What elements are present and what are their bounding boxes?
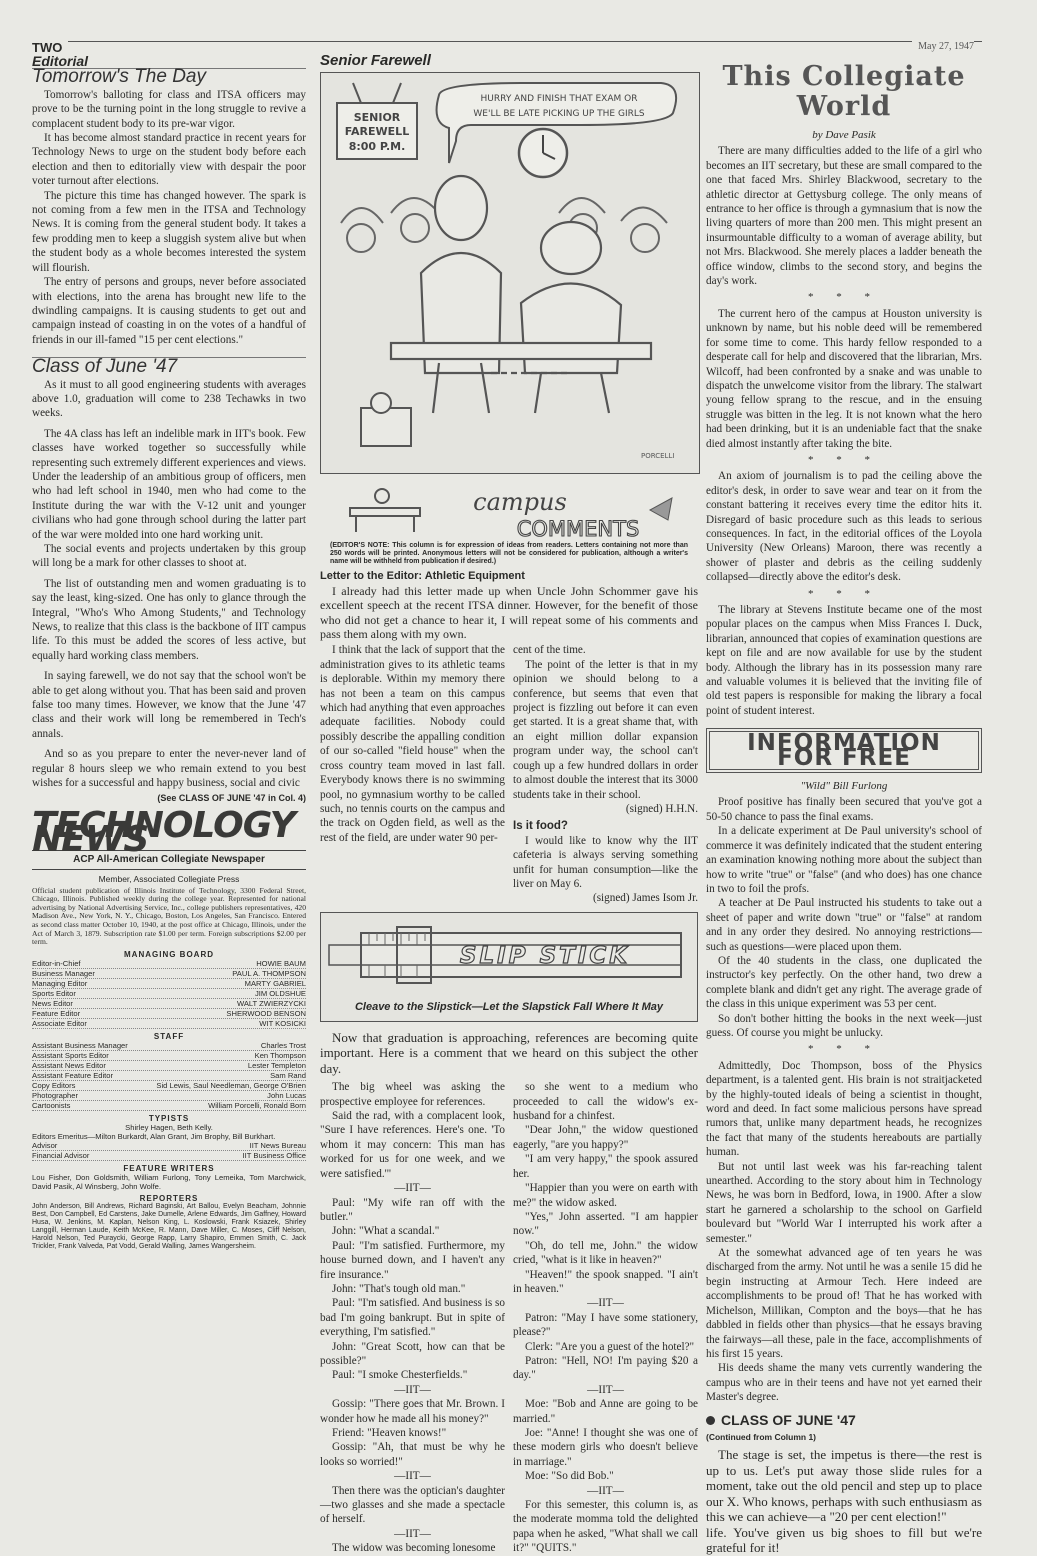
- iit-divider: —IIT—: [394, 1527, 431, 1540]
- info-p1: Proof positive has finally been secured that you've got a 50-50 chance to pass the final exams.: [706, 796, 982, 823]
- staff-role: Copy Editors: [32, 1080, 76, 1090]
- staff-role: Assistant Business Manager: [32, 1040, 128, 1050]
- divider-stars-1: * * *: [808, 291, 880, 304]
- managing-row: [32, 999, 306, 1009]
- iit-divider: —IIT—: [394, 1470, 431, 1483]
- staff-name: Charles Trost: [260, 1040, 306, 1050]
- issue-date: May 27, 1947: [912, 41, 974, 52]
- typists-title: TYPISTS: [148, 1113, 190, 1123]
- editors-note: (EDITOR'S NOTE: This column is for expression of ideas from readers. Letters containing not more than 250 words will be printed. Anonymous letters will not be considered for publication, although a writer's name will be withheld from publication if desired.): [330, 542, 688, 566]
- class-continued-sub: (Continued from Column 1): [706, 1431, 817, 1442]
- iit-divider: —IIT—: [587, 1383, 624, 1396]
- class-p5: In saying farewell, we do not say that the school won't be able to get along without you. That has been said and proven false too many times. However, we know that the June '47 class and their work will long be remembered in Tech's annals.: [32, 670, 306, 740]
- collegiate-p3: An axiom of journalism is to pad the ceiling above the editor's desk, in order to save wear and tear on it from the constant battering it receives every time the editor hits it. Disregard of basic procedure such as this leads to serious consequences. In fact, in the editorial offices of the Loyola University (New Orleans) Maroon, there was recently a shower of plaster and debris as the ceiling suddenly collapsed—directly above the editor's desk.: [706, 470, 982, 584]
- information-for-free-banner: [706, 728, 982, 773]
- staff-name: Sam Rand: [270, 1070, 306, 1080]
- staff-row: [32, 1061, 306, 1071]
- managing-name: PAUL A. THOMPSON: [232, 968, 306, 978]
- advisor-name: IIT News Bureau: [249, 1140, 306, 1150]
- managing-role: Editor-in-Chief: [32, 958, 81, 968]
- staff-name: William Porcelli, Ronald Born: [208, 1100, 306, 1110]
- gift-box: [361, 393, 411, 446]
- joke-paragraph: John: "That's tough old man.": [332, 1282, 466, 1295]
- senior-farewell-title: Senior Farewell: [320, 52, 431, 69]
- tomorrow-p2: It has become almost standard practice in recent years for Technology News to urge on the student body before each election and then to editorially view with despair the poor voter turnout after elections.: [32, 132, 306, 188]
- managing-row: [32, 1009, 306, 1019]
- iit-divider: —IIT—: [587, 1484, 624, 1497]
- collegiate-p2: The current hero of the campus at Houston university is unknown by name, but his noble deed will be remembered for some time to come. This hardy fellow responded to a desperate call for help and discovered that the librarian, Mrs. Wilcoff, had been confronted by a snake and was unable to dispatch the unwelcome visitor from the library. The stalwart young fellow sprang to the rescue, and in the ensuing struggle was bitten in the leg. It is not known what the hero had been drinking, but it is an undeniable fact that the snake died almost instantly after taking the bite.: [706, 307, 982, 450]
- iit-divider: —IIT—: [587, 1297, 624, 1310]
- typists: Shirley Hagen, Beth Kelly.: [125, 1122, 213, 1132]
- joke-paragraph: For this semester, this column is, as the moderate momma told the delighted papa when he asked, "What shall we call it?" "QUITS.": [513, 1499, 698, 1555]
- column-center: [320, 50, 698, 1556]
- sign-line-2: FAREWELL: [344, 125, 410, 139]
- joke-paragraph: The widow was becoming lonesome: [332, 1542, 496, 1555]
- divider-stars-3: * * *: [808, 587, 880, 600]
- joke-paragraph: John: "What a scandal.": [332, 1225, 440, 1238]
- joke-paragraph: "I am very happy," the spook assured her.: [513, 1153, 698, 1180]
- cartoon-drawing: [321, 73, 699, 473]
- desk-icon: [350, 489, 420, 532]
- managing-role: Associate Editor: [32, 1018, 87, 1028]
- pen-icon: [650, 498, 672, 520]
- letter-lead: I already had this letter made up when Uncle John Schommer gave his excellent speech at the recent ITSA dinner. However, for the benefit of those who did not get a chance to hear it, I will repeat some of his comments and pass them along with my own.: [320, 583, 698, 642]
- joke-paragraph: John: "Great Scott, how can that be possible?": [320, 1340, 505, 1367]
- official-notice: Official student publication of Illinois Institute of Technology, 3300 Federal Street, Chicago, Illinois. Published weekly during the college year. Represented for national advertising by National Advertising Service, Inc., college publishers representatives, 420 Madison Ave., New York, N. Y., Chicago, Boston, Los Angeles, San Francisco. Entered as second class matter October 10, 1940, at the post office at Chicago, Illinois, under the Act of March 3, 1879. Subscription rate $1.00 per term. Foreign subscriptions $2.00 per term.: [32, 885, 306, 947]
- advisor-role: Financial Advisor: [32, 1150, 90, 1160]
- joke-paragraph: Joe: "Anne! I thought she was one of these modern girls who doesn't believe in marriage.": [513, 1427, 698, 1468]
- tomorrow-headline: Tomorrow's The Day: [32, 66, 206, 88]
- managing-row: [32, 979, 306, 989]
- staff-role: Cartoonists: [32, 1100, 71, 1110]
- joke-paragraph: "Oh, do tell me, John." the widow cried, "what is it like in heaven?": [513, 1239, 698, 1267]
- managing-role: News Editor: [32, 998, 73, 1008]
- tomorrow-p4: The entry of persons and groups, never before associated with elections, into the arena has brought new life to the dwindling campaigns. It is causing students to get out and campaign instead of coasting in on the votes of a handful of friends in our ill-famed "15 per cent elections.": [32, 276, 306, 346]
- collegiate-byline: by Dave Pasik: [812, 129, 876, 141]
- signature-1: (signed) H.H.N.: [625, 802, 698, 815]
- slipstick-left-column: [320, 1080, 505, 1555]
- slipstick-banner: [320, 912, 698, 1022]
- info-title: INFORMATION FOR FREE: [747, 730, 941, 771]
- managing-role: Feature Editor: [32, 1008, 81, 1018]
- tomorrow-p1: Tomorrow's balloting for class and ITSA officers may prove to be the turning point in the long struggle to revive a complacent student body to its pre-war vigor.: [32, 88, 306, 130]
- joke-paragraph: so she went to a medium who proceeded to call the widow's ex-husband for a chinfest.: [513, 1081, 698, 1123]
- letter-head: Letter to the Editor: Athletic Equipment: [320, 570, 525, 583]
- managing-name: MARTY GABRIEL: [244, 978, 306, 988]
- joke-paragraph: Gossip: "There goes that Mr. Brown. I wonder how he made all his money?": [320, 1398, 505, 1425]
- slipstick-lead: Now that graduation is approaching, references are becoming quite important. Here is a comment that we heard on this subject the other day.: [320, 1029, 698, 1076]
- editorial-label: Editorial: [32, 54, 306, 69]
- class-continued-head: [706, 1413, 982, 1427]
- joke-paragraph: Moe: "Bob and Anne are going to be married.": [513, 1398, 698, 1425]
- staff-title: STAFF: [153, 1031, 185, 1041]
- joke-paragraph: Paul: "I smoke Chesterfields.": [332, 1369, 468, 1382]
- managing-name: WIT KOSICKI: [259, 1018, 306, 1028]
- cartoon-artist: PORCELLI: [641, 452, 675, 461]
- managing-role: Sports Editor: [32, 988, 76, 998]
- staff-row: [32, 1051, 306, 1061]
- class-p1: As it must to all good engineering students with averages above 1.0, graduation will come to 238 Techawks in two weeks.: [32, 378, 306, 420]
- joke-paragraph: "Heaven!" the spook snapped. "I ain't in heaven.": [513, 1268, 698, 1295]
- masthead: [32, 804, 306, 1251]
- managing-name: HOWIE BAUM: [256, 958, 306, 968]
- staff-role: Assistant Feature Editor: [32, 1070, 114, 1080]
- info-p7: But not until last week was his far-reaching talent unearthed. According to the story about him in Technology News, he was born in Bedford, Iowa, in 1900. After a slow start he garnered a scholarship to the school on Garfield boulevard but "World War I interrupted his work after a semester.": [706, 1160, 982, 1245]
- info-p9: His deeds shame the many vets currently wandering the campus who are in their teens and have not yet earned their Master's degree.: [706, 1362, 982, 1404]
- managing-row: [32, 959, 306, 969]
- staff-row: [32, 1071, 306, 1081]
- joke-paragraph: Then there was the optician's daughter—two glasses and she made a spectacle of herself.: [320, 1484, 505, 1526]
- collegiate-p1: There are many difficulties added to the life of a girl who becomes an IIT secretary, but these are small compared to the one that faced Mrs. Shirley Blackwood, secretary to the athletic director at Gettysburg college. The only means of entrance to her office is through a gymnasium that is now the living quarters of more than 200 men. This might present an insurmountable difficulty to a woman of average ability, but not Mrs. Blackwood. She merely places a ladder beneath the office window, climbs to the second story, and begins the day's work.: [706, 145, 982, 288]
- campus-word: campus: [473, 488, 567, 517]
- joke-paragraph: Clerk: "Are you a guest of the hotel?": [525, 1340, 695, 1353]
- joke-paragraph: The big wheel was asking the prospective employee for references.: [320, 1081, 505, 1108]
- staff-name: Ken Thompson: [254, 1050, 306, 1060]
- page-label: TWO: [32, 40, 68, 55]
- advisor-name: IIT Business Office: [242, 1150, 306, 1160]
- class-headline: Class of June '47: [32, 357, 306, 374]
- class-cont-p1: The stage is set, the impetus is there—the rest is up to us. Let's put away those slide rules for a moment, take out the old pencil and step up to place our X. Who knows, perhaps with such enthusiasm as this we can achieve—a "20 per cent election!": [706, 1447, 982, 1525]
- class-cont-p2: life. You've given us big shoes to fill but we're grateful for it!: [706, 1524, 982, 1556]
- feature-writers: Lou Fisher, Don Goldsmith, William Furlong, Tony Lemeika, Tom Marchwick, David Pasik, Al Winsberg, John Wolfe.: [32, 1172, 306, 1191]
- info-p2: In a delicate experiment at De Paul university's school of commerce it was definitely indicated that the student entering an examination knowing nothing more about the subject than how to write "true" or "false" (and who does) has one chance in two to foil the profs.: [706, 825, 982, 895]
- managing-role: Managing Editor: [32, 978, 88, 988]
- bullet-icon: [706, 1416, 715, 1425]
- advisor-list: [32, 1141, 306, 1161]
- staff-row: [32, 1091, 306, 1101]
- member-line: Member, Associated Collegiate Press: [98, 874, 240, 885]
- comments-word: COMMENTS: [516, 517, 640, 542]
- iit-divider: —IIT—: [394, 1383, 431, 1396]
- editors-emeritus: Editors Emeritus—Milton Burkardt, Alan Grant, Jim Brophy, Bill Burkhart.: [32, 1131, 276, 1141]
- managing-board-list: [32, 959, 306, 1029]
- joke-paragraph: Gossip: "Ah, that must be why he looks so worried!": [320, 1441, 505, 1468]
- managing-name: JIM OLDSHUE: [254, 988, 306, 998]
- slipstick-right-column: [513, 1080, 698, 1555]
- joke-paragraph: Friend: "Heaven knows!": [332, 1427, 447, 1439]
- reporters-title: REPORTERS: [139, 1193, 199, 1203]
- joke-paragraph: Paul: "My wife ran off with the butler.": [320, 1196, 505, 1223]
- senior-farewell-cartoon: [320, 72, 700, 474]
- joke-paragraph: Patron: "Hell, NO! I'm paying $20 a day.": [513, 1354, 698, 1382]
- info-p5: So don't bother hitting the books in the next week—just guess. Of course you might be unlucky.: [706, 1012, 982, 1039]
- collegiate-world-title: This Collegiate World: [722, 61, 966, 122]
- food-text: I would like to know why the IIT cafeteria is always serving something unfit for human consumption—like the liver on May 6.: [513, 834, 698, 890]
- letter-p4: The point of the letter is that in my opinion we should belong to a conference, but seems that even that project is fizzling out before it can even get started. It is a great shame that, with an eight million dollar expansion program under way, the school can't cough up a few hundred dollars in order to almost double the interest that its 3000 students take in their school.: [513, 658, 698, 801]
- joke-paragraph: "Happier than you were on earth with me?" the widow asked.: [513, 1182, 698, 1209]
- staff-row: [32, 1041, 306, 1051]
- collegiate-p4: The library at Stevens Institute became one of the most popular places on the campus when Miss Frances I. Duck, librarian, announced that copies of examination questions are kept on file and are now available for use by the student body. Although the library has in its possession many rare and valuable volumes it is believed that the inviting file of old test papers is responsible for making the library a focal point of student interest.: [706, 604, 982, 717]
- info-byline: "Wild" Bill Furlong: [800, 780, 888, 793]
- food-head: Is it food?: [513, 820, 568, 833]
- staff-role: Photographer: [32, 1090, 79, 1100]
- speech-line-1: HURRY AND FINISH THAT EXAM OR: [480, 94, 638, 105]
- managing-name: SHERWOOD BENSON: [226, 1008, 306, 1018]
- feature-title: FEATURE WRITERS: [123, 1163, 215, 1173]
- advisor-row: [32, 1141, 306, 1151]
- campus-comments-logo: [320, 480, 698, 542]
- class-continued: (See CLASS OF JUNE '47 in Col. 4): [157, 792, 306, 803]
- managing-row: [32, 969, 306, 979]
- column-editorial: [32, 50, 306, 1251]
- managing-role: Business Manager: [32, 968, 95, 978]
- acp-line: ACP All-American Collegiate Newspaper: [73, 853, 265, 865]
- class-continued-title: CLASS OF JUNE '47: [721, 1411, 856, 1428]
- class-p4: The list of outstanding men and women graduating is to say the least, king-sized. One has only to glance through the Integral, "Who's Who Among Students," and Technology News, to realize that this class is the backbone of IIT campus life. To this must be added the scores of less active, but equally hard working class members.: [32, 577, 306, 662]
- column-collegiate-world: [706, 50, 982, 1556]
- info-p3: A teacher at De Paul instructed his students to take out a sheet of paper and write down "true" or "false" at random and in any order they desired. No annoying restrictions—such as questions—were placed upon them.: [706, 897, 982, 953]
- iit-divider: —IIT—: [394, 1182, 431, 1195]
- letter-p3: cent of the time.: [513, 644, 586, 657]
- staff-name: John Lucas: [267, 1090, 306, 1100]
- joke-paragraph: Paul: "I'm satisfied. And business is so bad I'm going bankrupt. But in spite of everything, I'm satisfied.": [320, 1297, 505, 1339]
- joke-paragraph: "Dear John," the widow questioned eagerly, "are you happy?": [513, 1124, 698, 1151]
- staff-role: Assistant News Editor: [32, 1060, 106, 1070]
- info-p8: At the somewhat advanced age of ten years he was discharged from the army. Not until he was a senile 15 did he begin instructing at Armour Tech. Here indeed are accomplishments to be proud of! That he has worked with Michelson, Millikan, Compton and the boys—that he has dabbled in fields other than physics—that he essays braving the fairways—all these, pale in the face, accomplishments of his first 15 years.: [706, 1247, 982, 1360]
- masthead-title: TECHNOLOGY NEWS: [32, 804, 295, 861]
- divider-stars-2: * * *: [808, 453, 880, 466]
- staff-list: [32, 1041, 306, 1111]
- advisor-row: [32, 1151, 306, 1161]
- class-p6: And so as you prepare to enter the never-never land of regular 8 hours sleep we who remain extend to you best wishes for a successful and happy business, social and civic: [32, 748, 306, 790]
- joke-paragraph: Paul: "I'm satisfied. Furthermore, my house burned down, and I haven't any fire insurance.": [320, 1239, 505, 1281]
- joke-paragraph: Patron: "May I have some stationery, please?": [513, 1311, 698, 1339]
- managing-title: MANAGING BOARD: [124, 949, 214, 959]
- sign-line-3: 8:00 P.M.: [348, 140, 406, 154]
- staff-row: [32, 1081, 306, 1091]
- tomorrow-p3: The picture this time has changed however. The spark is not coming from a few men in the ITSA and Technology News. It is coming from the general student body. It takes a few prodding men to keep a sluggish system alive but when the student body as a whole becomes interested the system will flourish.: [32, 189, 306, 274]
- joke-paragraph: Moe: "So did Bob.": [525, 1470, 614, 1483]
- divider-stars-4: * * *: [808, 1043, 880, 1056]
- advisor-role: Advisor: [32, 1140, 58, 1150]
- managing-row: [32, 1019, 306, 1029]
- staff-role: Assistant Sports Editor: [32, 1050, 109, 1060]
- joke-paragraph: "Yes," John asserted. "I am happier now.": [513, 1210, 698, 1238]
- managing-row: [32, 989, 306, 999]
- slide-rule-icon: [321, 913, 697, 993]
- slipstick-title: SLIP STICK: [459, 942, 631, 969]
- letter-p2: I think that the lack of support that the administration gives to its athletic teams is deplorable. Within my memory there has not been a team on this campus which had anything that even approaches adequate facilities. Nobody could possibly describe the appalling condition of our so-called "field house" when the cross country team moved in last fall. Everybody knows there is no swimming pool, no gymnasium worthy to be called such, no tennis courts on the campus and the track on Ogden field, as well as the rest of the field, are under water 90 per-: [320, 644, 505, 844]
- class-p2: The 4A class has left an indelible mark in IIT's book. Few classes have worked together so successfully while representing such extremely different experiences and views. Under the leadership of an ambitious group of officers, men who had left school in 1940, men who had come to the Institute during the war with the V-12 unit and younger civilians who had gone through school during the latter part of the war were molded into one hard working unit.: [32, 427, 306, 541]
- signature-2: (signed) James Isom Jr.: [592, 892, 698, 905]
- sign-line-1: SENIOR: [353, 111, 401, 125]
- speech-line-2: WE'LL BE LATE PICKING UP THE GIRLS: [473, 109, 645, 120]
- slipstick-caption: Cleave to the Slipstick—Let the Slapstick Fall Where It May: [354, 1001, 664, 1014]
- staff-name: Sid Lewis, Saul Needleman, George O'Brien: [156, 1080, 306, 1090]
- staff-name: Lester Templeton: [247, 1060, 306, 1070]
- seniors-at-desks: [391, 176, 651, 413]
- info-p4: Of the 40 students in the class, one duplicated the instructor's key perfectly. On the other hand, two drew a complete blank and didn't get any right. The average grade of the class in this unique experiment was 53 per cent.: [706, 954, 982, 1011]
- class-p3: The social events and projects undertaken by this group will long be a mark for other classes to shoot at.: [32, 543, 306, 570]
- peeking-students: [341, 198, 667, 252]
- info-p6: Admittedly, Doc Thompson, boss of the Physics department, is a talented gent. His brain is not straitjacketed by the highly-touted ideals of being a scientist in thought, word and deed. In fact some malicious persons have spread rumors that, unlike many department heads, he recognizes the fact that many of the students hereabouts are partially human.: [706, 1059, 982, 1159]
- reporters: John Anderson, Bill Andrews, Richard Baginski, Art Ballou, Evelyn Beacham, Johnnie Best, Don Campbell, Ed Carstens, Jake Dumelle, Arlene Edwards, Jim Gaffney, Howard Husa, W. Jenkins, M. Kaplan, Nelson King, L. Koslowski, Frank Ksiazek, Shirley Langgill, Herman Laude, Keith McKee, R. Mann, Dave Miller, C. Moses, Cliff Nelson, Harold Nelson, Ted Puraycki, George Rapp, Larry Shapiro, Emmen Smith, C. Jack Trickler, Frank Valveda, Pat Vodd, Gerald Walling, James Wangersheim.: [32, 1202, 306, 1250]
- managing-name: WALT ZWIERZYCKI: [236, 998, 306, 1008]
- staff-row: [32, 1101, 306, 1111]
- joke-paragraph: Said the rad, with a complacent look, "Sure I have references. Here's one. 'To whom it may concern: This man has worked for us for one week, and we were satisfied.'": [320, 1110, 505, 1180]
